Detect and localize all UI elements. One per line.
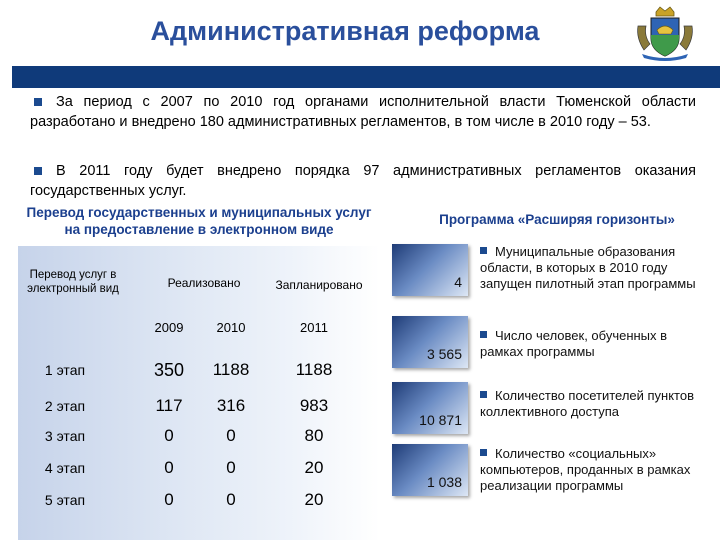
table-corner-label: Перевод услуг в электронный вид [27, 269, 119, 295]
stat-box [392, 444, 468, 496]
stat-description: Количество посетителей пунктов коллективного доступа [480, 388, 694, 419]
year-header: 2009 [154, 320, 184, 335]
stat-description: Муниципальные образования области, в которых в 2010 году запущен пилотный этап программы [480, 244, 696, 291]
paragraph-2: В 2011 году будет внедрено порядка 97 административных регламентов оказания государственных услуг. [30, 163, 696, 199]
group-header-implemented: Реализовано [167, 276, 241, 290]
table-cell: 0 [226, 458, 236, 477]
table-cell: 0 [164, 490, 174, 509]
table-cell: 316 [216, 396, 246, 415]
table-cell: 117 [155, 396, 183, 415]
right-section-heading: Программа «Расширяя горизонты» [439, 212, 675, 227]
left-section-heading: Перевод государственных и муниципальных услуг на предоставление в электронном виде [26, 205, 372, 237]
stat-box [392, 382, 468, 434]
table-cell: 20 [304, 458, 324, 477]
paragraph-1: За период с 2007 по 2010 год органами исполнительной власти Тюменской области разработано и внедрено 180 административных регламентов, в том числе в 2010 году – 53. [30, 94, 696, 130]
row-label-stage: 4 этап [44, 460, 86, 476]
table-cell: 1188 [295, 360, 333, 379]
bullet-icon [480, 331, 487, 338]
table-cell: 0 [226, 426, 236, 445]
table-cell: 1188 [212, 360, 250, 379]
table-cell: 350 [153, 360, 185, 380]
stat-value: 1 038 [426, 474, 462, 490]
tyumen-region-coat-of-arms-icon [630, 4, 700, 62]
row-label-stage: 5 этап [44, 492, 86, 508]
stat-value: 4 [454, 274, 462, 290]
stat-value: 10 871 [419, 412, 462, 428]
row-label-stage: 1 этап [44, 362, 86, 378]
table-cell: 20 [304, 490, 324, 509]
stat-box [392, 244, 468, 296]
header-band [12, 66, 720, 88]
bullet-icon [480, 391, 487, 398]
bullet-icon [480, 247, 487, 254]
bullet-icon [34, 98, 42, 106]
stat-description: Число человек, обученных в рамках программы [480, 328, 668, 359]
table-cell: 80 [304, 426, 324, 445]
stat-description: Количество «социальных» компьютеров, проданных в рамках реализации программы [480, 446, 691, 493]
year-header: 2010 [216, 320, 246, 335]
table-cell: 0 [164, 426, 174, 445]
table-cell: 0 [226, 490, 236, 509]
stat-box [392, 316, 468, 368]
table-cell: 983 [299, 396, 329, 415]
services-table [18, 246, 380, 540]
row-label-stage: 2 этап [44, 398, 86, 414]
year-header: 2011 [300, 320, 328, 335]
bullet-icon [480, 449, 487, 456]
bullet-icon [34, 167, 42, 175]
table-cell: 0 [164, 458, 174, 477]
row-label-stage: 3 этап [44, 428, 86, 444]
group-header-planned: Запланировано [275, 278, 363, 292]
page-title: Административная реформа [150, 16, 540, 46]
stat-value: 3 565 [426, 346, 462, 362]
